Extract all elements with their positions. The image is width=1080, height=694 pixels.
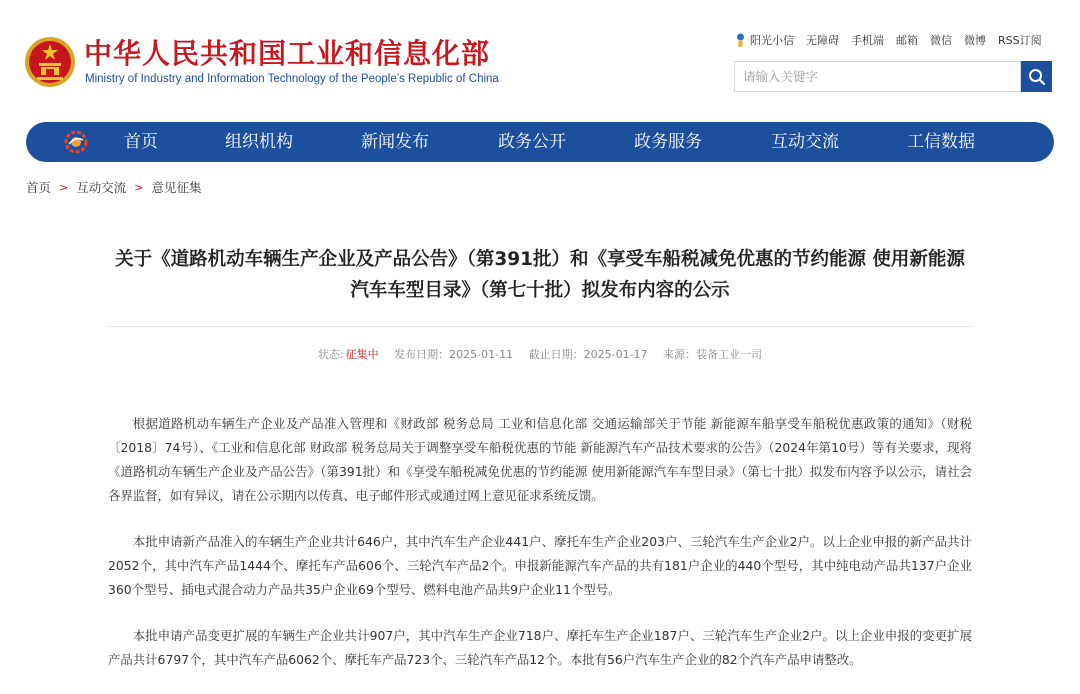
breadcrumb-home[interactable]: 首页 [26,180,52,195]
article-meta [108,346,972,362]
search-input[interactable] [734,61,1021,92]
source: 来源：装备工业一司 [663,348,763,361]
nav-data[interactable]: 工信数据 [907,132,975,152]
national-emblem-icon [24,36,76,88]
article-paragraph: 本批申请产品变更扩展的车辆生产企业共计907户，其中汽车生产企业718户、摩托车生产企业187户、三轮汽车生产企业2户。以上企业申报的变更扩展产品共计6797个，其中汽车产品6062个、摩托车产品723个、三轮汽车产品12个。本批有56户汽车生产企业的82个汽车产品申请整改。 [108,628,972,667]
sunshine-icon [735,33,746,48]
breadcrumb [26,178,201,196]
top-links [735,32,1055,48]
breadcrumb-separator-icon: > [59,180,69,194]
deadline-date: 截止日期：2025-01-17 [528,348,648,361]
nav-interaction[interactable]: 互动交流 [771,132,839,152]
top-link-sunshine[interactable] [735,32,794,48]
top-link-rss[interactable]: RSS订阅 [998,34,1042,47]
search-button[interactable] [1021,61,1052,92]
site-title[interactable]: 中华人民共和国工业和信息化部 [84,37,491,70]
top-link-mobile[interactable]: 手机端 [851,34,884,47]
article-paragraph: 根据道路机动车辆生产企业及产品准入管理和《财政部 税务总局 工业和信息化部 交通运输部关于节能 新能源车船享受车船税优惠政策的通知》（财税〔2018〕74号）、《工业和信息化部 财政部 税务总局关于调整享受车船税优惠的节能 新能源汽车产品技术要求的公告》（2024年第10号）等有关要求，现将《道路机动车辆生产企业及产品公告》（第391批）和《享受车船税减免优惠的节约能源 使用新能源汽车车型目录》（第七十批）拟发布内容予以公示，请社会各界监督，如有异议，请在公示期内以传真、电子邮件形式或通过网上意见征求系统反馈。 [108,416,972,503]
search-icon [1028,68,1046,86]
publish-date: 发布日期：2025-01-11 [394,348,514,361]
article-title: 关于《道路机动车辆生产企业及产品公告》（第391批）和《享受车船税减免优惠的节约能源 使用新能源汽车车型目录》（第七十批）拟发布内容的公示 [115,249,965,301]
nav-organization[interactable]: 组织机构 [225,132,293,152]
main-nav [26,122,1054,162]
article-paragraph: 本批申请新产品准入的车辆生产企业共计646户，其中汽车生产企业441户、摩托车生产企业203户、三轮汽车生产企业2户。以上企业申报的新产品共计2052个，其中汽车产品1444个、摩托车产品606个、三轮汽车产品2个。申报新能源汽车产品的共有181户企业的440个型号，其中纯电动产品共137户企业360个型号、插电式混合动力产品共35户企业69个型号、燃料电池产品共9户企业11个型号。 [108,534,972,597]
nav-home[interactable]: 首页 [124,132,158,152]
top-link-accessibility[interactable]: 无障碍 [806,34,839,47]
miit-logo-icon[interactable] [64,130,88,154]
status-label: 状态: [317,348,344,361]
top-link-label: 阳光小信 [750,34,794,47]
breadcrumb-consultation[interactable]: 意见征集 [151,180,202,195]
status-badge: 征集中 [345,348,379,361]
nav-news[interactable]: 新闻发布 [361,132,429,152]
breadcrumb-interaction[interactable]: 互动交流 [76,180,127,195]
site-subtitle: Ministry of Industry and Information Technology of the People’s Republic of China [85,73,499,85]
top-link-weibo[interactable]: 微博 [964,34,986,47]
top-link-wechat[interactable]: 微信 [930,34,952,47]
title-divider [108,326,972,327]
nav-services[interactable]: 政务服务 [634,132,702,152]
article-body [108,412,972,694]
breadcrumb-separator-icon: > [134,180,144,194]
top-link-email[interactable]: 邮箱 [896,34,918,47]
nav-government-affairs[interactable]: 政务公开 [498,132,566,152]
status-info [318,348,379,361]
